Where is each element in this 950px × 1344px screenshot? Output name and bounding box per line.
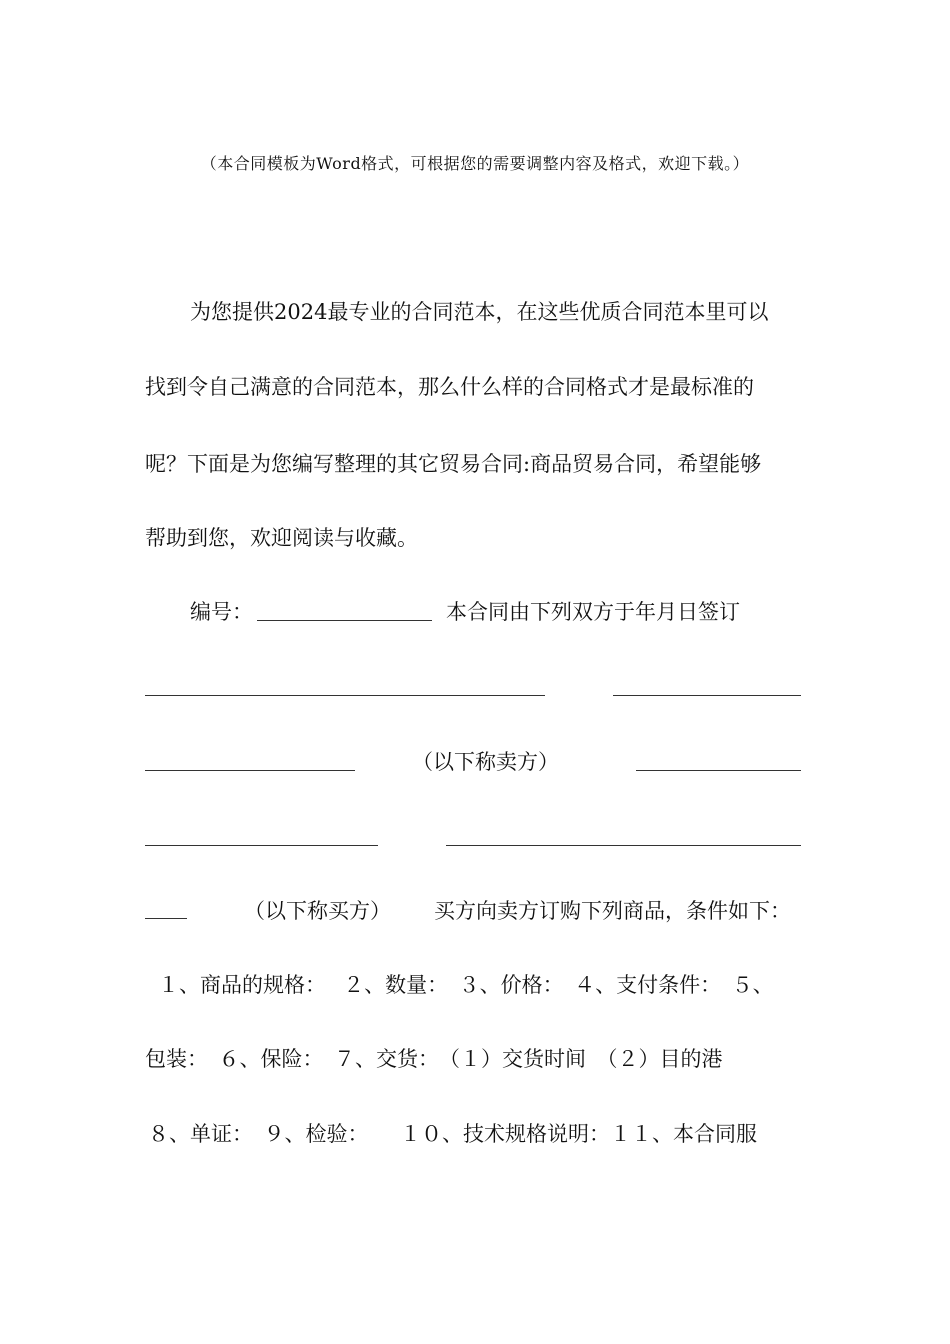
seller-blank xyxy=(145,770,355,771)
buyer-label: （以下称买方） xyxy=(244,899,391,923)
template-note: （本合同模板为Word格式，可根据您的需要调整内容及格式，欢迎下载。） xyxy=(200,154,750,173)
signed-text: 本合同由下列双方于年月日签订 xyxy=(446,600,740,624)
intro-line-2: 找到令自己满意的合同范本，那么什么样的合同格式才是最标准的 xyxy=(145,375,754,399)
party-blank-4 xyxy=(145,845,378,846)
party-blank-2 xyxy=(613,695,801,696)
seller-label: （以下称卖方） xyxy=(412,750,559,774)
contract-number-blank xyxy=(257,620,432,621)
intro-line-4: 帮助到您，欢迎阅读与收藏。 xyxy=(145,526,418,550)
terms-line-1: １、商品的规格： ２、数量： ３、价格： ４、支付条件： ５、 xyxy=(158,973,774,997)
intro-line-3: 呢？下面是为您编写整理的其它贸易合同:商品贸易合同，希望能够 xyxy=(145,452,762,476)
terms-line-2: 包装： ６、保险： ７、交货： （１）交货时间 （２）目的港 xyxy=(145,1047,723,1071)
order-text: 买方向卖方订购下列商品，条件如下： xyxy=(434,899,791,923)
contract-number-label: 编号： xyxy=(190,600,253,624)
intro-line-1: 为您提供2024最专业的合同范本，在这些优质合同范本里可以 xyxy=(190,300,769,324)
party-blank-3 xyxy=(636,770,801,771)
buyer-blank xyxy=(145,918,187,919)
party-blank-1 xyxy=(145,695,545,696)
party-blank-5 xyxy=(446,845,801,846)
terms-line-3: ８、单证： ９、检验： １０、技术规格说明：１１、本合同服 xyxy=(148,1122,757,1146)
